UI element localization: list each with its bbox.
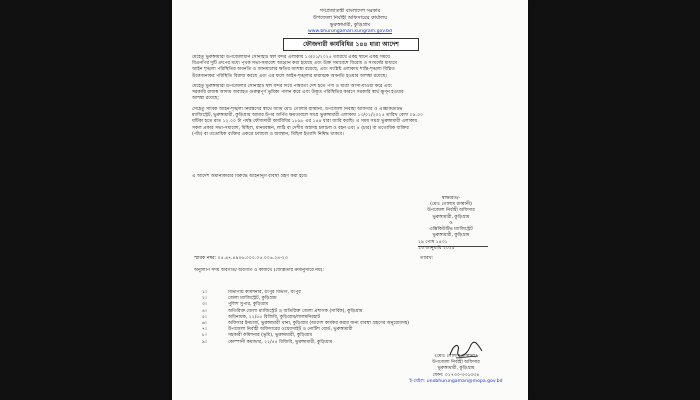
list-item: ২। জেলা ম্যাজিস্ট্রেট, কুড়িগ্রাম: [202, 296, 277, 302]
signature-line: ভুরুঙ্গামারী, কুড়িগ্রাম: [437, 366, 475, 372]
signature-block-bottom: [396, 354, 516, 385]
date-bangla: ২৯ পৌষ ১৪৩১: [418, 240, 448, 245]
paragraph-3: [192, 107, 508, 138]
signature-line: উপজেলা নির্বাহী অফিসার: [432, 360, 480, 366]
memo-number: স্মারক নম্বর: ০৫.৪৭.৪৯০৬.০০০.০৫.০০৬.২৪-২৩: [194, 256, 288, 261]
paragraph-2: [192, 84, 508, 103]
date-english: ১৩ জানুয়ারি ২০২৫: [418, 246, 455, 252]
signature-line: ও: [449, 220, 453, 226]
signature-line: এক্সিকিউটিভ ম্যাজিস্ট্রেট: [429, 227, 473, 233]
paragraph-1: [192, 55, 508, 80]
website-link[interactable]: www.bhurungamari.kurigram.gov.bd: [308, 29, 392, 34]
paragraph-line: আশঙ্কা রয়েছে;: [192, 96, 219, 102]
paragraph-line: সকল প্রকার সভা-সমাবেশ, মিছিল, মানববন্ধন, লাঠি বা দেশীয় অস্ত্রসহ চলাচল ও বহন এবং ৪ (চার) বা ততোধিক ব্যক্তির: [192, 125, 409, 131]
paragraph-line: এ আদেশ অমান্যকারীর বিরুদ্ধে আইনানুগ ব্যবস্থা গ্রহণ করা হবে।: [192, 174, 308, 179]
order-title: ফৌজদারী কার্যবিধির ১৪৪ ধারা আদেশ: [283, 38, 419, 51]
order-document: [172, 0, 528, 400]
signature-line: ফোন: ০১৭৩০-৩৩১৩৩৪: [432, 372, 480, 378]
copy-list: [202, 290, 512, 346]
paragraph-line: ম্যাজিস্ট্রেট, ভুরুঙ্গামারী, কুড়িগ্রাম আমার উপর অর্পিত ক্ষমতাবলে সমগ্র ভুরুঙ্গামারী এলাকায় ১৩/০১/২০২৫ তারিখ বেলা ০৯.০০: [192, 113, 424, 119]
list-item: ৪। অতিরিক্ত জেলা ম্যাজিস্ট্রেট ও অতিরিক্ত জেলা প্রশাসক (সার্বিক), কুড়িগ্রাম: [202, 308, 363, 314]
memo-line: [194, 256, 514, 262]
list-item: ৯। কোম্পানী কমান্ডার, ২২/৫৫ বিজিবি, ভুরুঙ্গামারী, কুড়িগ্রাম: [202, 339, 333, 345]
paragraph-line: সরকারি রাজস্ব আদায় অব্যাহত গুরুত্বপূর্ণ ভূমিকা পালন করে এবং উদ্ভূত পরিস্থিতির কারণে সরকারি স্বার্থ ক্ষুণ্ন হওয়ার: [192, 90, 404, 96]
list-item: ৬। অফিসার ইনচার্জ, ভুরুঙ্গামারী থানা, কুড়িগ্রাম (আদেশ কার্যকর করার জন্য ব্যবস্থা গ্রহণের অনুরোধসহ): [202, 321, 410, 327]
paragraph-line: সেহেতু সার্বিক আইন-শৃঙ্খলা নিয়ন্ত্রণের স্বার্থে আমি মোঃ গোলাম রাব্বানী, উপজেলা নির্বাহী অফিসার ও এক্সিকিউটিভ: [192, 107, 403, 112]
copy-intro: অনুলিপি সদয় অবগতি/ অবগতি ও কার্যার্থে (জ্যেষ্ঠতার ক্রমানুসারে নয়):: [194, 268, 325, 273]
list-item: ৮। সহকারী কমিশনার (ভূমি), ভুরুঙ্গামারী, কুড়িগ্রাম: [202, 333, 313, 339]
signature-line: (মোঃ গোলাম রাব্বানী): [430, 202, 472, 208]
signature-line: স্বাক্ষরিত/-: [441, 196, 461, 201]
paragraph-line: বিএনপির দুটি গ্রুপের মধ্যে পৃথক সভা-সমাবেশ আহ্বান করা হয়েছে এবং উক্ত সমাবেশে বিরোধ ও সংঘর্ষের মাধ্যমে: [192, 61, 397, 67]
paragraph-4: [192, 174, 508, 180]
paragraph-line: ঘটিকা হতে রাত ১২.০০ টা পর্যন্ত ফৌজদারী কার্যবিধির ১৮৯৮ এর ১৪৪ ধারা জারি করছি। এ সময় সমগ্র ভুরুঙ্গামারী এলাকায়: [192, 119, 418, 125]
paragraph-line: যেহেতু ভুরুঙ্গামারী উপজেলার সোনাহাট স্থল বন্দর দিয়ে পার্শ্ববর্তী দেশ হতে পণ্য ও যাত্রী আসা-যাওয়া করে এবং: [192, 84, 392, 89]
paragraph-line: আইন শৃঙ্খলা পরিস্থিতির অবনতি ও জানমালের ক্ষতির আশঙ্কা রয়েছে, এবং সংশ্লিষ্ট এলাকায় শান্তি-শৃঙ্খলা বিঘ্নিত: [192, 67, 395, 73]
office-name: উপজেলা নির্বাহী অফিসারের কার্যালয়: [312, 15, 388, 21]
list-item: ৫। অধিনায়ক, ২২/৫৫ বিজিবি, কুড়িগ্রাম/লালমনিরহাট: [202, 314, 321, 320]
list-item: ৩। পুলিশ সুপার, কুড়িগ্রাম: [202, 302, 269, 308]
signature-line: উপজেলা নির্বাহী অফিসার: [427, 208, 475, 214]
signature-line: (মোঃ গোলাম রাব্বানী): [435, 354, 477, 359]
signature-line: ই-মেইল: unobhurungamari@mopa.gov.bd: [409, 378, 503, 384]
memo-date-label: তারিখ:: [420, 256, 434, 261]
list-item: ১। বিভাগীয় কমিশনার, রংপুর বিভাগ, রংপুর: [202, 290, 301, 295]
date-divider: [418, 246, 488, 247]
office-location: ভুরুঙ্গামারী, কুড়িগ্রাম: [329, 22, 371, 28]
paragraph-line: যেহেতু ভুরুঙ্গামারী উপজেলাধীন সোনাহাট স্থল বন্দর এলাকায় ১৩/০১/২০২৫ তারিখে একই স্থানে একই সময়ে: [192, 55, 390, 60]
paragraph-line: (পাঁচ) বা ততোধিক ব্যক্তির একত্রে চলাচল ও অবস্থান, মিছিল ইত্যাদি নিষিদ্ধ থাকবে।: [192, 131, 344, 137]
list-item: ৭। উপজেলা নির্বাহী অফিসারের ওয়েবসাইট ও নোটিশ বোর্ড, ভুরুঙ্গামারী: [202, 327, 353, 333]
signature-line: ভুরুঙ্গামারী, কুড়িগ্রাম: [432, 214, 470, 220]
paragraph-line: উত্তেজনাকর পরিস্থিতি বিরাজ করছে এবং এর ফলে আইন-শৃঙ্খলার মারাত্মক অবনতি হওয়ার আশঙ্কা রয়েছে।: [192, 73, 388, 79]
government-name: গণপ্রজাতন্ত্রী বাংলাদেশ সরকার: [319, 8, 381, 14]
signature-block-top: [386, 196, 516, 239]
signature-line: ভুরুঙ্গামারী, কুড়িগ্রাম: [432, 233, 470, 239]
